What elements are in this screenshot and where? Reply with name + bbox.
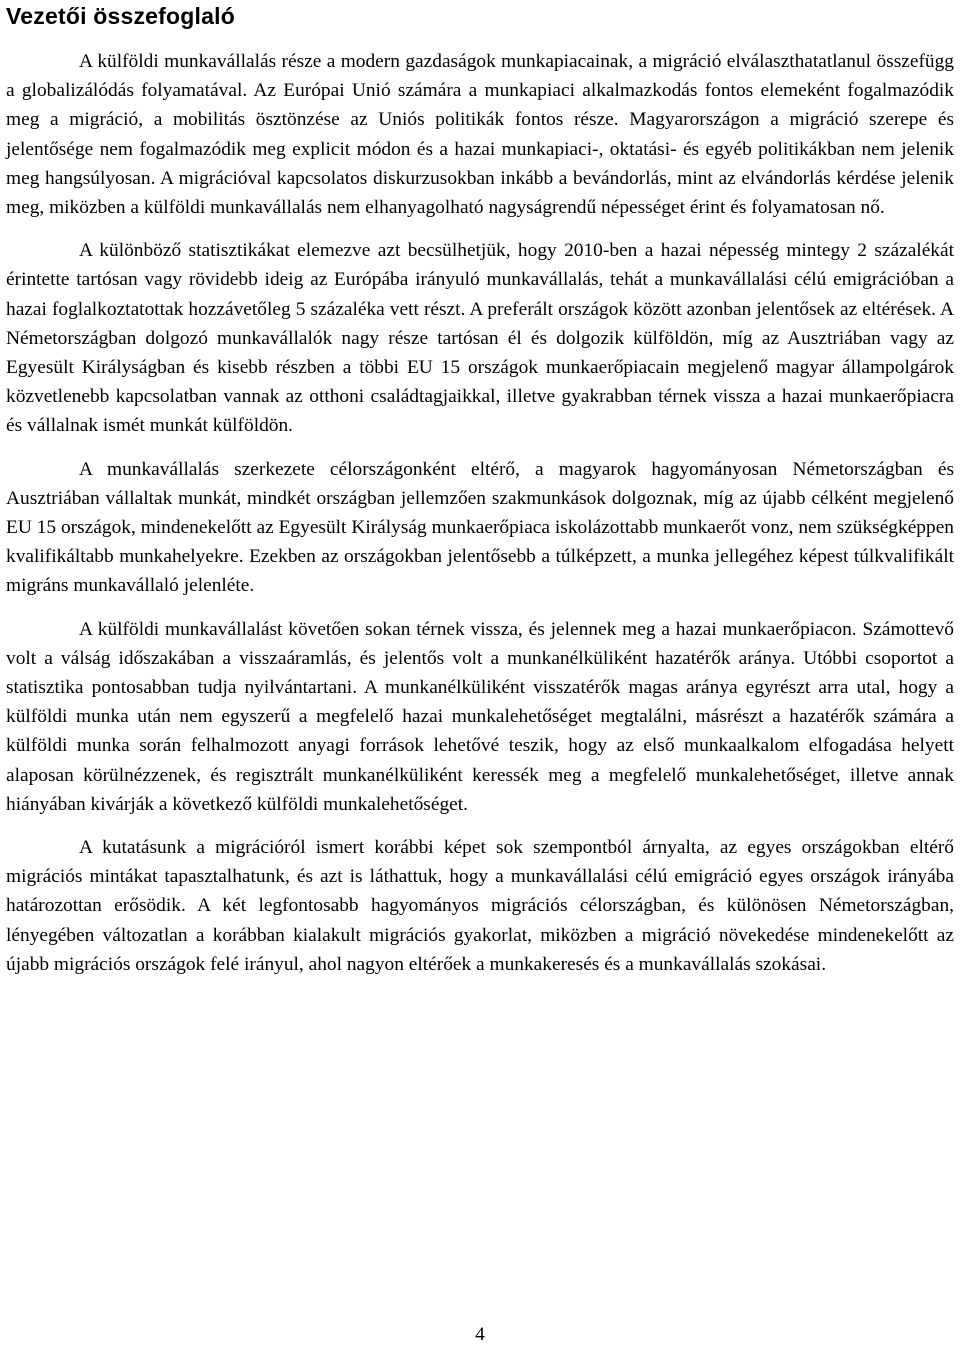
paragraph-2: A különböző statisztikákat elemezve azt becsülhetjük, hogy 2010-ben a hazai népesség mintegy 2 százalékát érintette tartósan vagy rövidebb ideig az Európába irányuló munkavállalás, tehát a munkavállalási célú emigrációban a hazai foglalkoztatottak hozzávetőleg 5 százaléka vett részt. A preferált országok között azonban jelentősek az eltérések. A Németországban dolgozó munkavállalók nagy része tartósan él és dolgozik külföldön, míg az Ausztriában vagy az Egyesült Királyságban és kisebb részben a többi EU 15 országok munkaerőpiacain megjelenő magyar állampolgárok közvetlenebb kapcsolatban vannak az otthoni családtagjaikkal, illetve gyakrabban térnek vissza a hazai munkaerőpiacra és vállalnak ismét munkát külföldön. xyxy=(6,240,954,437)
paragraph-1: A külföldi munkavállalás része a modern gazdaságok munkapiacainak, a migráció elválaszthatatlanul összefügg a globalizálódás folyamatával. Az Európai Unió számára a munkapiaci alkalmazkodás fontos elemeként fogalmazódik meg a migráció, a mobilitás ösztönzése az Uniós politikák fontos része. Magyarországon a migráció szerepe és jelentősége nem fogalmazódik meg explicit módon és a hazai munkapiaci-, oktatási- és egyéb politikákban nem jelenik meg hangsúlyosan. A migrációval kapcsolatos diskurzusokban inkább a bevándorlás, mint az elvándorlás kérdése jelenik meg, miközben a külföldi munkavállalás nem elhanyagolható nagyságrendű népességet érint és folyamatosan nő. xyxy=(6,51,954,219)
page-title: Vezetői összefoglaló xyxy=(6,3,235,29)
page-number: 4 xyxy=(475,1324,485,1345)
paragraph-3: A munkavállalás szerkezete célországonként eltérő, a magyarok hagyományosan Németországban és Ausztriában vállaltak munkát, mindkét országban jellemzően szakmunkások dolgoznak, míg az újabb célként megjelenő EU 15 országok, mindenekelőtt az Egyesült Királyság munkaerőpiaca iskolázottabb munkaerőt vonz, nem szükségképpen kvalifikáltabb munkahelyekre. Ezekben az országokban jelentősebb a túlképzett, a munka jellegéhez képest túlkvalifikált migráns munkavállaló jelenléte. xyxy=(6,458,954,597)
document-page xyxy=(6,0,954,993)
paragraph-4: A külföldi munkavállalást követően sokan térnek vissza, és jelennek meg a hazai munkaerőpiacon. Számottevő volt a válság időszakában a visszaáramlás, és jelentős volt a munkanélküliként hazatérők aránya. Utóbbi csoportot a statisztika pontosabban tudja nyilvántartani. A munkanélküliként visszatérők magas aránya egyrészt arra utal, hogy a külföldi munka után nem egyszerű a megfelelő hazai munkalehetőséget megtalálni, másrészt a hazatérők számára a külföldi munka során felhalmozott anyagi források lehetővé teszik, hogy az első munkaalkalom elfogadása helyett alaposan körülnézzenek, és regisztrált munkanélküliként keressék meg a megfelelő munkalehetőséget, illetve annak hiányában kivárják a következő külföldi munkalehetőséget. xyxy=(6,618,954,815)
paragraph-5: A kutatásunk a migrációról ismert korábbi képet sok szempontból árnyalta, az egyes országokban eltérő migrációs mintákat tapasztalhatunk, és azt is láthattuk, hogy a munkavállalási célú emigráció egyes országok irányába határozottan erősödik. A két legfontosabb hagyományos migrációs célországban, és különösen Németországban, lényegében változatlan a korábban kialakult migrációs gyakorlat, miközben a migráció növekedése mindenekelőtt az újabb migrációs országok felé irányul, ahol nagyon eltérőek a munkakeresés és a munkavállalás szokásai. xyxy=(6,837,954,975)
